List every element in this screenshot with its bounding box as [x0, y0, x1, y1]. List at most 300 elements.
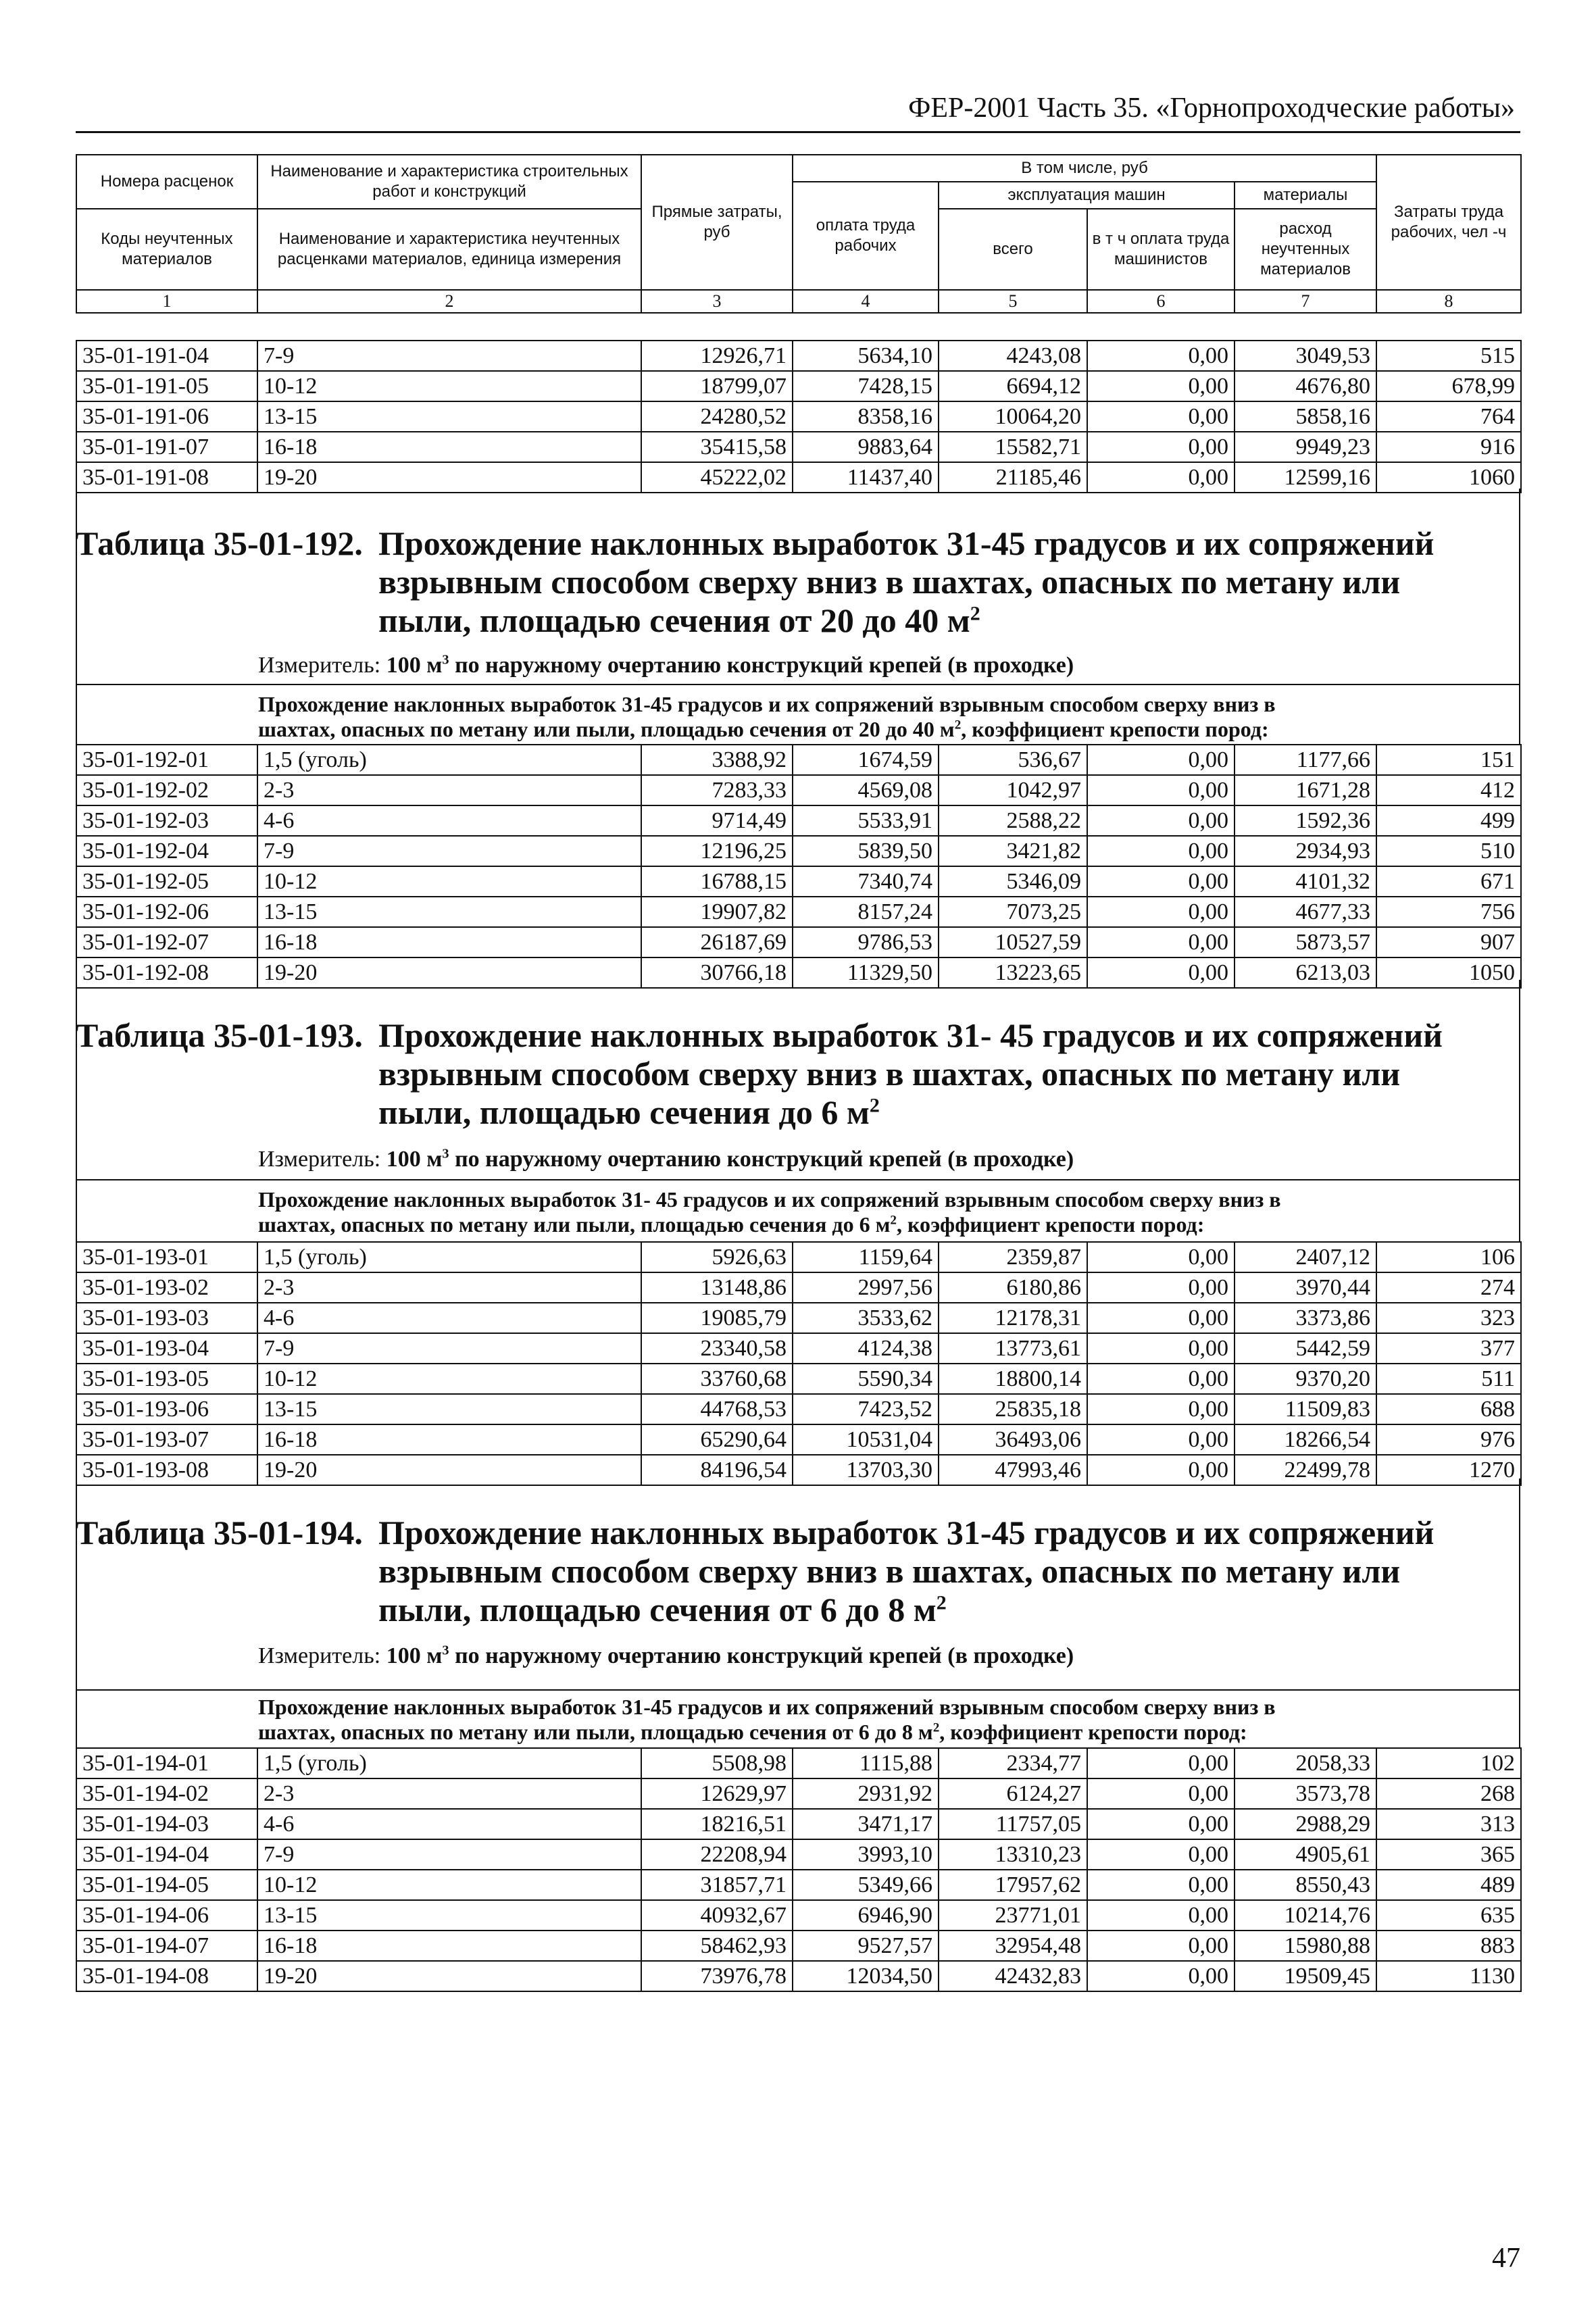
table-cell: 31857,71	[641, 1870, 793, 1900]
table-row	[76, 1961, 1521, 1991]
table-cell: 19-20	[257, 1455, 641, 1485]
table-row	[76, 805, 1521, 836]
table-cell: 106	[1376, 1242, 1521, 1272]
table-cell: 671	[1376, 866, 1521, 897]
table-cell: 8157,24	[793, 897, 939, 927]
col-1b-header: Коды неучтенных материалов	[76, 209, 257, 290]
table-cell: 5442,59	[1235, 1333, 1376, 1364]
table-cell: 18216,51	[641, 1809, 793, 1839]
table-cell: 1671,28	[1235, 775, 1376, 805]
table-cell: 15980,88	[1235, 1931, 1376, 1961]
table-cell: 0,00	[1087, 1424, 1235, 1455]
table-cell: 5873,57	[1235, 927, 1376, 957]
table-cell: 7283,33	[641, 775, 793, 805]
table-row	[76, 745, 1521, 775]
table-cell: 5926,63	[641, 1242, 793, 1272]
subheading-line-2-end: , коэффициент крепости пород:	[897, 1212, 1205, 1237]
table-cell: 7-9	[257, 1839, 641, 1870]
table-cell: 6946,90	[793, 1900, 939, 1931]
table-cell: 976	[1376, 1424, 1521, 1455]
table-cell: 35-01-192-03	[76, 805, 257, 836]
table-cell: 635	[1376, 1900, 1521, 1931]
table-193	[76, 1241, 1522, 1486]
table-cell: 19-20	[257, 462, 641, 493]
table-cell: 151	[1376, 745, 1521, 775]
table-row	[76, 927, 1521, 957]
subheading-line-2-end: , коэффициент крепости пород:	[961, 717, 1269, 741]
unit-value: 100 м	[386, 1643, 443, 1668]
table-row	[76, 1333, 1521, 1364]
table-cell: 2407,12	[1235, 1242, 1376, 1272]
table-cell: 4101,32	[1235, 866, 1376, 897]
table-cell: 9370,20	[1235, 1364, 1376, 1394]
col-4-header: оплата труда рабочих	[793, 182, 939, 290]
table-cell: 102	[1376, 1748, 1521, 1778]
table-cell: 35-01-192-08	[76, 957, 257, 988]
table-cell: 3049,53	[1235, 341, 1376, 371]
table-192-caption: Таблица 35-01-192.	[76, 524, 363, 562]
table-cell: 764	[1376, 401, 1521, 432]
table-cell: 18800,14	[939, 1364, 1087, 1394]
col-2a-header: Наименование и характеристика строительных работ и конструкций	[257, 155, 641, 209]
table-cell: 35-01-194-03	[76, 1809, 257, 1839]
table-cell: 13148,86	[641, 1272, 793, 1303]
table-cell: 0,00	[1087, 1839, 1235, 1870]
table-row	[76, 401, 1521, 432]
table-192-title-line-1: Прохождение наклонных выработок 31-45 градусов и их сопряжений	[378, 524, 1435, 562]
column-header-table	[76, 154, 1522, 314]
table-cell: 0,00	[1087, 1748, 1235, 1778]
table-cell: 7423,52	[793, 1394, 939, 1424]
table-cell: 24280,52	[641, 401, 793, 432]
table-cell: 15582,71	[939, 432, 1087, 462]
table-cell: 35-01-194-06	[76, 1900, 257, 1931]
table-row	[76, 897, 1521, 927]
table-row	[76, 1778, 1521, 1809]
table-cell: 0,00	[1087, 1272, 1235, 1303]
table-193-caption: Таблица 35-01-193.	[76, 1016, 363, 1054]
table-cell: 0,00	[1087, 1242, 1235, 1272]
table-cell: 21185,46	[939, 462, 1087, 493]
table-cell: 8550,43	[1235, 1870, 1376, 1900]
table-cell: 0,00	[1087, 897, 1235, 927]
table-cell: 3471,17	[793, 1809, 939, 1839]
table-row	[76, 1424, 1521, 1455]
table-cell: 3533,62	[793, 1303, 939, 1333]
table-cell: 13-15	[257, 1394, 641, 1424]
table-cell: 47993,46	[939, 1455, 1087, 1485]
table-cell: 4-6	[257, 1809, 641, 1839]
table-192-title-line-2: взрывным способом сверху вниз в шахтах, опасных по метану или	[378, 563, 1401, 601]
sup-3: 3	[442, 652, 449, 668]
table-193-unit	[258, 1147, 1074, 1172]
table-cell: 84196,54	[641, 1455, 793, 1485]
table-cell: 12196,25	[641, 836, 793, 866]
table-cell: 35-01-194-08	[76, 1961, 257, 1991]
table-cell: 40932,67	[641, 1900, 793, 1931]
table-cell: 9883,64	[793, 432, 939, 462]
table-cell: 7340,74	[793, 866, 939, 897]
table-cell: 1042,97	[939, 775, 1087, 805]
table-cell: 4-6	[257, 805, 641, 836]
rule-192	[76, 684, 1520, 685]
table-194-title-line-2: взрывным способом сверху вниз в шахтах, опасных по метану или	[378, 1552, 1401, 1590]
table-cell: 19-20	[257, 957, 641, 988]
table-cell: 365	[1376, 1839, 1521, 1870]
table-cell: 1270	[1376, 1455, 1521, 1485]
table-cell: 73976,78	[641, 1961, 793, 1991]
table-cell: 268	[1376, 1778, 1521, 1809]
table-cell: 0,00	[1087, 745, 1235, 775]
table-cell: 36493,06	[939, 1424, 1087, 1455]
table-cell: 2997,56	[793, 1272, 939, 1303]
table-cell: 12629,97	[641, 1778, 793, 1809]
table-cell: 4677,33	[1235, 897, 1376, 927]
table-cell: 35-01-191-05	[76, 371, 257, 401]
table-cell: 16788,15	[641, 866, 793, 897]
table-cell: 11757,05	[939, 1809, 1087, 1839]
table-cell: 23771,01	[939, 1900, 1087, 1931]
table-cell: 6124,27	[939, 1778, 1087, 1809]
table-cell: 30766,18	[641, 957, 793, 988]
sup-2: 2	[970, 602, 980, 625]
table-194-caption: Таблица 35-01-194.	[76, 1514, 363, 1551]
table-cell: 10-12	[257, 1364, 641, 1394]
table-cell: 12178,31	[939, 1303, 1087, 1333]
unit-label: Измеритель:	[258, 1643, 381, 1668]
table-cell: 35-01-194-04	[76, 1839, 257, 1870]
table-cell: 19907,82	[641, 897, 793, 927]
table-cell: 4676,80	[1235, 371, 1376, 401]
page-header	[76, 86, 1520, 133]
table-cell: 2988,29	[1235, 1809, 1376, 1839]
table-cell: 0,00	[1087, 462, 1235, 493]
table-row	[76, 1748, 1521, 1778]
table-cell: 0,00	[1087, 371, 1235, 401]
table-cell: 10214,76	[1235, 1900, 1376, 1931]
subheading-line-2: шахтах, опасных по метану или пыли, площадью сечения от 6 до 8 м	[258, 1720, 933, 1744]
table-192-title-line-3: пыли, площадью сечения от 20 до 40 м	[378, 601, 970, 639]
subheading-line-1: Прохождение наклонных выработок 31-45 градусов и их сопряжений взрывным способом сверху вниз в	[258, 692, 1276, 716]
table-cell: 13223,65	[939, 957, 1087, 988]
table-cell: 412	[1376, 775, 1521, 805]
table-cell: 0,00	[1087, 1900, 1235, 1931]
table-row	[76, 371, 1521, 401]
table-row	[76, 341, 1521, 371]
table-cell: 5858,16	[1235, 401, 1376, 432]
page-number: 47	[1492, 2243, 1520, 2274]
table-cell: 35-01-193-02	[76, 1272, 257, 1303]
table-cell: 7428,15	[793, 371, 939, 401]
table-cell: 32954,48	[939, 1931, 1087, 1961]
table-cell: 2588,22	[939, 805, 1087, 836]
table-192-unit	[258, 653, 1074, 678]
table-cell: 42432,83	[939, 1961, 1087, 1991]
rule-193	[76, 1179, 1520, 1180]
table-cell: 5634,10	[793, 341, 939, 371]
sup-2: 2	[890, 1213, 897, 1228]
table-cell: 510	[1376, 836, 1521, 866]
table-cell: 1,5 (уголь)	[257, 1242, 641, 1272]
sup-2: 2	[932, 1720, 940, 1735]
table-cell: 22499,78	[1235, 1455, 1376, 1485]
table-cell: 0,00	[1087, 1364, 1235, 1394]
table-cell: 536,67	[939, 745, 1087, 775]
table-cell: 0,00	[1087, 1931, 1235, 1961]
subheading-line-1: Прохождение наклонных выработок 31- 45 градусов и их сопряжений взрывным способом сверху вниз в	[258, 1187, 1281, 1212]
group-header: В том числе, руб	[793, 155, 1376, 182]
table-cell: 3388,92	[641, 745, 793, 775]
table-cell: 2-3	[257, 775, 641, 805]
table-cell: 26187,69	[641, 927, 793, 957]
table-row	[76, 1242, 1521, 1272]
table-cell: 16-18	[257, 927, 641, 957]
table-193-title-line-3: пыли, площадью сечения до 6 м	[378, 1093, 870, 1131]
unit-rest: по наружному очертанию конструкций крепей (в проходке)	[455, 653, 1074, 678]
table-cell: 4243,08	[939, 341, 1087, 371]
table-row	[76, 775, 1521, 805]
table-cell: 6694,12	[939, 371, 1087, 401]
col-6-header: в т ч оплата труда машинистов	[1087, 209, 1235, 290]
table-cell: 5508,98	[641, 1748, 793, 1778]
subheading-line-1: Прохождение наклонных выработок 31-45 градусов и их сопряжений взрывным способом сверху вниз в	[258, 1695, 1276, 1719]
table-cell: 3421,82	[939, 836, 1087, 866]
table-cell: 1060	[1376, 462, 1521, 493]
unit-label: Измеритель:	[258, 653, 381, 678]
sup-2: 2	[936, 1591, 947, 1614]
table-cell: 13-15	[257, 897, 641, 927]
table-cell: 377	[1376, 1333, 1521, 1364]
table-cell: 35-01-192-07	[76, 927, 257, 957]
table-cell: 2334,77	[939, 1748, 1087, 1778]
table-cell: 0,00	[1087, 805, 1235, 836]
table-row	[76, 1272, 1521, 1303]
table-cell: 10531,04	[793, 1424, 939, 1455]
col-8-header: Затраты труда рабочих, чел -ч	[1376, 155, 1521, 290]
table-cell: 688	[1376, 1394, 1521, 1424]
table-cell: 35-01-194-02	[76, 1778, 257, 1809]
table-cell: 0,00	[1087, 1394, 1235, 1424]
table-cell: 35-01-194-07	[76, 1931, 257, 1961]
table-cell: 13773,61	[939, 1333, 1087, 1364]
unit-rest: по наружному очертанию конструкций крепей (в проходке)	[455, 1643, 1074, 1668]
table-cell: 6180,86	[939, 1272, 1087, 1303]
table-cell: 35-01-193-03	[76, 1303, 257, 1333]
table-194-title	[76, 1514, 1535, 1629]
table-194-unit	[258, 1643, 1074, 1669]
table-cell: 5590,34	[793, 1364, 939, 1394]
table-cell: 9786,53	[793, 927, 939, 957]
table-cell: 13703,30	[793, 1455, 939, 1485]
sup-3: 3	[442, 1146, 449, 1162]
table-cell: 0,00	[1087, 1303, 1235, 1333]
table-cell: 1,5 (уголь)	[257, 745, 641, 775]
table-cell: 9527,57	[793, 1931, 939, 1961]
subheading-line-2: шахтах, опасных по метану или пыли, площадью сечения до 6 м	[258, 1212, 891, 1237]
table-cell: 3970,44	[1235, 1272, 1376, 1303]
table-cell: 489	[1376, 1870, 1521, 1900]
idx-3: 3	[641, 290, 793, 313]
table-cell: 12599,16	[1235, 462, 1376, 493]
table-cell: 916	[1376, 432, 1521, 462]
table-cell: 5349,66	[793, 1870, 939, 1900]
table-cell: 0,00	[1087, 1333, 1235, 1364]
table-cell: 35-01-192-04	[76, 836, 257, 866]
sup-2: 2	[954, 718, 962, 732]
table-cell: 0,00	[1087, 341, 1235, 371]
table-191	[76, 340, 1522, 493]
table-cell: 5346,09	[939, 866, 1087, 897]
machines-group-header: эксплуатация машин	[939, 182, 1235, 209]
subheading-line-2: шахтах, опасных по метану или пыли, площадью сечения от 20 до 40 м	[258, 717, 955, 741]
col-3-header: Прямые затраты, руб	[641, 155, 793, 290]
table-cell: 0,00	[1087, 1961, 1235, 1991]
sup-3: 3	[442, 1643, 449, 1658]
table-cell: 35-01-191-07	[76, 432, 257, 462]
table-cell: 17957,62	[939, 1870, 1087, 1900]
table-cell: 35-01-193-05	[76, 1364, 257, 1394]
table-cell: 10064,20	[939, 401, 1087, 432]
table-cell: 7-9	[257, 341, 641, 371]
table-cell: 11509,83	[1235, 1394, 1376, 1424]
idx-6: 6	[1087, 290, 1235, 313]
table-cell: 5533,91	[793, 805, 939, 836]
table-193-title-line-2: взрывным способом сверху вниз в шахтах, опасных по метану или	[378, 1055, 1401, 1093]
table-cell: 0,00	[1087, 1809, 1235, 1839]
table-cell: 12926,71	[641, 341, 793, 371]
table-row	[76, 957, 1521, 988]
table-cell: 58462,93	[641, 1931, 793, 1961]
table-cell: 19085,79	[641, 1303, 793, 1333]
table-cell: 35-01-193-06	[76, 1394, 257, 1424]
table-row	[76, 866, 1521, 897]
table-cell: 12034,50	[793, 1961, 939, 1991]
table-cell: 2-3	[257, 1272, 641, 1303]
table-193-title-line-1: Прохождение наклонных выработок 31- 45 градусов и их сопряжений	[378, 1016, 1443, 1054]
table-cell: 13-15	[257, 401, 641, 432]
table-cell: 1592,36	[1235, 805, 1376, 836]
table-row	[76, 1364, 1521, 1394]
table-cell: 7-9	[257, 1333, 641, 1364]
table-cell: 35-01-192-05	[76, 866, 257, 897]
table-192	[76, 744, 1522, 989]
table-cell: 16-18	[257, 1424, 641, 1455]
table-192-title	[76, 524, 1535, 640]
table-cell: 0,00	[1087, 1455, 1235, 1485]
table-cell: 16-18	[257, 432, 641, 462]
table-cell: 25835,18	[939, 1394, 1087, 1424]
col-7-header: расход неучтенных материалов	[1235, 209, 1376, 290]
table-cell: 274	[1376, 1272, 1521, 1303]
table-cell: 35-01-192-01	[76, 745, 257, 775]
table-cell: 7073,25	[939, 897, 1087, 927]
table-cell: 7-9	[257, 836, 641, 866]
table-cell: 4569,08	[793, 775, 939, 805]
table-row	[76, 462, 1521, 493]
table-cell: 35-01-193-07	[76, 1424, 257, 1455]
sup-2: 2	[869, 1094, 880, 1117]
table-cell: 907	[1376, 927, 1521, 957]
rule-194	[76, 1689, 1520, 1691]
table-cell: 883	[1376, 1931, 1521, 1961]
table-cell: 18266,54	[1235, 1424, 1376, 1455]
unit-rest: по наружному очертанию конструкций крепей (в проходке)	[455, 1147, 1074, 1172]
page-header-title: ФЕР-2001 Часть 35. «Горнопроходческие работы»	[908, 93, 1515, 124]
table-cell: 35-01-191-06	[76, 401, 257, 432]
table-cell: 45222,02	[641, 462, 793, 493]
table-cell: 0,00	[1087, 1870, 1235, 1900]
table-cell: 2934,93	[1235, 836, 1376, 866]
table-cell: 8358,16	[793, 401, 939, 432]
table-row	[76, 432, 1521, 462]
table-cell: 44768,53	[641, 1394, 793, 1424]
table-cell: 2931,92	[793, 1778, 939, 1809]
unit-value: 100 м	[386, 1147, 443, 1172]
table-cell: 35-01-194-01	[76, 1748, 257, 1778]
table-193-subheading	[258, 1187, 1520, 1237]
table-194-title-line-1: Прохождение наклонных выработок 31-45 градусов и их сопряжений	[378, 1514, 1435, 1551]
table-cell: 10-12	[257, 1870, 641, 1900]
table-row	[76, 1394, 1521, 1424]
table-cell: 313	[1376, 1809, 1521, 1839]
table-cell: 0,00	[1087, 957, 1235, 988]
table-cell: 35-01-192-06	[76, 897, 257, 927]
table-cell: 0,00	[1087, 432, 1235, 462]
idx-2: 2	[257, 290, 641, 313]
table-cell: 0,00	[1087, 927, 1235, 957]
table-cell: 10-12	[257, 371, 641, 401]
table-cell: 1159,64	[793, 1242, 939, 1272]
table-cell: 35-01-193-04	[76, 1333, 257, 1364]
table-cell: 2058,33	[1235, 1748, 1376, 1778]
idx-5: 5	[939, 290, 1087, 313]
table-194	[76, 1747, 1522, 1992]
table-cell: 4-6	[257, 1303, 641, 1333]
table-row	[76, 1931, 1521, 1961]
table-row	[76, 1839, 1521, 1870]
table-cell: 19-20	[257, 1961, 641, 1991]
table-cell: 756	[1376, 897, 1521, 927]
col-2b-header: Наименование и характеристика неучтенных расценками материалов, единица измерения	[257, 209, 641, 290]
materials-group-header: материалы	[1235, 182, 1376, 209]
table-row	[76, 1870, 1521, 1900]
table-cell: 35415,58	[641, 432, 793, 462]
col-1a-header: Номера расценок	[76, 155, 257, 209]
table-cell: 1177,66	[1235, 745, 1376, 775]
table-row	[76, 1455, 1521, 1485]
table-cell: 10527,59	[939, 927, 1087, 957]
table-cell: 3573,78	[1235, 1778, 1376, 1809]
table-cell: 19509,45	[1235, 1961, 1376, 1991]
table-cell: 23340,58	[641, 1333, 793, 1364]
table-cell: 11437,40	[793, 462, 939, 493]
table-cell: 35-01-191-08	[76, 462, 257, 493]
table-cell: 1050	[1376, 957, 1521, 988]
table-cell: 1,5 (уголь)	[257, 1748, 641, 1778]
unit-label: Измеритель:	[258, 1147, 381, 1172]
table-cell: 35-01-193-01	[76, 1242, 257, 1272]
table-cell: 13-15	[257, 1900, 641, 1931]
table-cell: 4124,38	[793, 1333, 939, 1364]
table-cell: 22208,94	[641, 1839, 793, 1870]
table-cell: 2-3	[257, 1778, 641, 1809]
table-cell: 1115,88	[793, 1748, 939, 1778]
table-cell: 16-18	[257, 1931, 641, 1961]
table-cell: 323	[1376, 1303, 1521, 1333]
table-cell: 0,00	[1087, 775, 1235, 805]
table-cell: 6213,03	[1235, 957, 1376, 988]
idx-4: 4	[793, 290, 939, 313]
